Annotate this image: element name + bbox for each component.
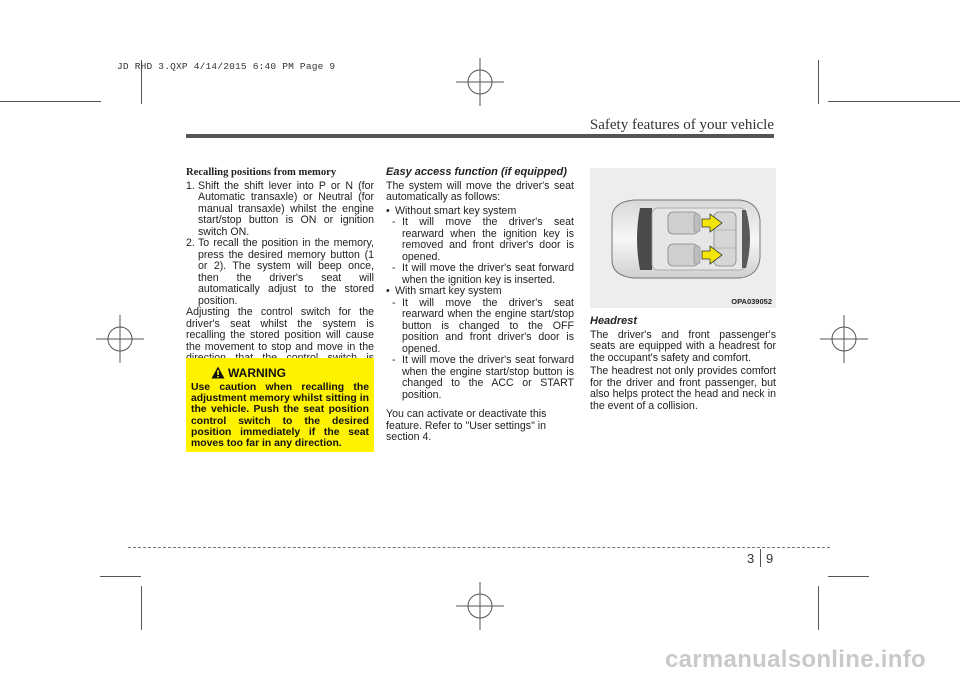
crop-mark — [0, 101, 101, 102]
header-rule — [186, 134, 774, 138]
page-number: 9 — [766, 551, 774, 566]
warning-title: WARNING — [228, 366, 286, 380]
car-seat-figure — [590, 168, 776, 308]
crop-mark — [828, 101, 960, 102]
headrest-paragraph: The headrest not only provides comfort for the driver and front passenger, but also helps protect the head and neck in the event of a collision. — [590, 365, 776, 412]
print-slug: JD RHD 3.QXP 4/14/2015 6:40 PM Page 9 — [117, 61, 336, 72]
crop-mark — [141, 586, 142, 630]
bullet-text: With smart key system — [395, 285, 502, 297]
sub-item — [392, 355, 574, 401]
sub-item — [392, 298, 574, 356]
warning-text: Use caution when recalling the adjustment memory whilst sitting in the vehicle. Push the seat position control switch to the desired position immediately if the seat moves too far in any direction. — [191, 382, 369, 450]
registration-mark-top — [456, 58, 504, 106]
sub-item-text: It will move the driver's seat forward when the engine start/stop button is changed to the ACC or START position. — [402, 354, 574, 401]
crop-mark — [818, 586, 819, 630]
dash-marker: - — [392, 354, 396, 366]
heading-recalling-positions: Recalling positions from memory — [186, 167, 337, 178]
dash-marker: - — [392, 216, 396, 228]
sub-item-text: It will move the driver's seat rearward when the ignition key is removed and front driver's door is opened. — [402, 216, 574, 263]
user-settings-note: You can activate or deactivate this feature. Refer to "User settings" in section 4. — [386, 408, 547, 443]
easy-access-intro: The system will move the driver's seat automatically as follows: — [386, 179, 574, 203]
registration-mark-bottom — [456, 582, 504, 630]
heading-easy-access: Easy access function (if equipped) — [386, 166, 567, 178]
headrest-paragraph: The driver's and front passenger's seats are equipped with a headrest for the occupant's safety and comfort. — [590, 328, 776, 364]
step-item — [186, 238, 374, 307]
dash-marker: - — [392, 262, 396, 274]
warning-triangle-icon — [211, 366, 225, 379]
sub-item — [392, 263, 574, 286]
column-easy-access — [386, 167, 574, 446]
bullet-item — [386, 286, 574, 298]
dash-marker: - — [392, 296, 396, 309]
section-title: Safety features of your vehicle — [589, 117, 774, 133]
sub-item — [392, 217, 574, 263]
registration-mark-left — [96, 315, 144, 363]
crop-mark — [828, 576, 869, 577]
bullet-dot: • — [386, 285, 390, 297]
registration-mark-right — [820, 315, 868, 363]
figure-code: OPA039052 — [731, 297, 772, 306]
watermark-text: carmanualsonline.info — [664, 646, 926, 673]
step-number: 1. — [186, 179, 195, 192]
sub-item-text: It will move the driver's seat forward when the ignition key is inserted. — [402, 262, 574, 286]
warning-box — [186, 358, 374, 452]
heading-headrest: Headrest — [590, 315, 638, 327]
crop-mark — [818, 60, 819, 104]
column-memory-recall — [186, 167, 374, 378]
car-top-view-illustration — [590, 168, 776, 308]
step-text: Shift the shift lever into P or N (for Automatic transaxle) or Neutral (for manual transaxle) whilst the engine start/stop button is ON or ignition switch ON. — [198, 179, 374, 238]
step-text: To recall the position in the memory, press the desired memory button (1 or 2). The system will beep once, then the driver's seat will automatically adjust to the stored position. — [198, 237, 374, 307]
page-chapter-number: 3 — [747, 551, 755, 566]
footer-dashed-rule — [128, 547, 830, 548]
page-number-separator — [760, 549, 761, 567]
sub-item-text: It will move the driver's seat rearward when the engine start/stop button is changed to the OFF position and front driver's door is opened. — [402, 296, 574, 355]
bullet-dot: • — [386, 204, 390, 217]
bullet-text: Without smart key system — [395, 204, 517, 217]
step-item — [186, 181, 374, 239]
adjusting-paragraph: Adjusting the control switch for the driver's seat whilst the system is recalling the stored position will cause the movement to stop and move in the — [186, 306, 374, 353]
crop-mark — [100, 576, 141, 577]
column-headrest — [590, 316, 776, 414]
step-number: 2. — [186, 237, 195, 249]
